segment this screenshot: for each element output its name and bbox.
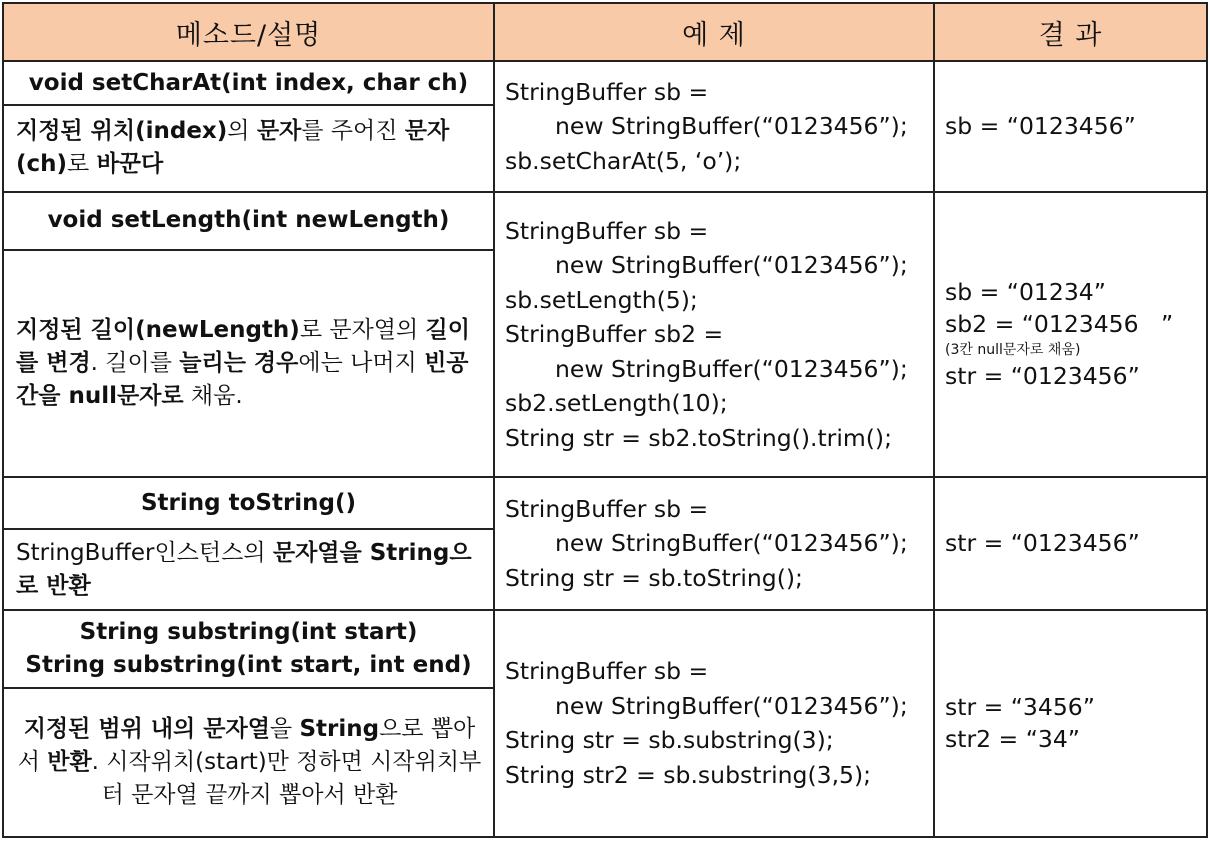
- code-line: new StringBuffer(“0123456”);: [555, 354, 908, 383]
- method-description-cell: [3, 688, 494, 837]
- result-line: str = “0123456”: [945, 529, 1140, 558]
- method-description-cell: [3, 250, 494, 477]
- header-example: 예 제: [494, 3, 934, 61]
- method-signature-cell: [3, 477, 494, 529]
- result-line: sb = “01234”: [945, 278, 1106, 307]
- description-emphasis: 지정된 길이(newLength): [16, 317, 300, 344]
- code-line: StringBuffer sb2 =: [505, 320, 724, 349]
- stringbuffer-methods-table: [2, 2, 1208, 838]
- example-code-cell: [494, 477, 934, 610]
- code-line: new StringBuffer(“0123456”);: [555, 691, 908, 720]
- description-text: 로 문자열의: [299, 317, 426, 344]
- code-line: StringBuffer sb =: [505, 494, 709, 523]
- description-text: 의: [227, 118, 257, 145]
- code-line: sb2.setLength(10);: [505, 389, 728, 418]
- description-text: 에는 나머지: [298, 350, 425, 377]
- example-code-cell: [494, 610, 934, 837]
- description-text: 로: [67, 151, 97, 178]
- result-cell: [934, 61, 1207, 192]
- description-text: StringBuffer인스턴스의: [16, 539, 273, 566]
- description-emphasis: 지정된 위치(index): [16, 118, 228, 145]
- description-emphasis: 길이를 변경: [16, 317, 470, 377]
- description-emphasis: String: [299, 716, 380, 743]
- code-line: StringBuffer sb =: [505, 216, 709, 245]
- code-line: String str = sb.toString();: [505, 563, 803, 592]
- description-emphasis: 문자: [256, 118, 302, 145]
- description-emphasis: 빈공간을 null문자로: [16, 350, 469, 410]
- result-line: str = “0123456”: [945, 362, 1140, 391]
- description-emphasis: 문자열을 String: [272, 539, 450, 566]
- result-cell: [934, 610, 1207, 837]
- example-code-cell: [494, 192, 934, 477]
- code-line: sb.setCharAt(5, ‘o’);: [505, 146, 742, 175]
- header-method-description: 메소드/설명: [3, 3, 494, 61]
- code-line: new StringBuffer(“0123456”);: [555, 251, 908, 280]
- result-cell: [934, 192, 1207, 477]
- description-text: 를 주어진: [301, 118, 405, 145]
- method-signature: void setCharAt(int index, char ch): [28, 69, 469, 96]
- method-signature-cell: [3, 61, 494, 105]
- result-line: sb = “0123456”: [945, 112, 1136, 141]
- method-description-cell: [3, 105, 494, 191]
- method-signature: void setLength(int newLength): [47, 207, 450, 234]
- description-text: 을: [269, 716, 300, 743]
- method-description-cell: [3, 529, 494, 609]
- method-signature: String substring(int start): [79, 618, 418, 645]
- description-emphasis: 늘리는 경우: [179, 350, 299, 377]
- example-code-cell: [494, 61, 934, 192]
- description-text: 으로 뽑아서: [17, 716, 476, 776]
- result-cell: [934, 477, 1207, 610]
- result-line: sb2 = “0123456 ”: [945, 310, 1174, 339]
- result-note: (3칸 null문자로 채움): [945, 342, 1081, 359]
- description-emphasis: 지정된 범위 내의 문자열: [23, 716, 270, 743]
- header-result: 결 과: [934, 3, 1207, 61]
- method-signature-row: [3, 477, 1207, 529]
- header-row: [3, 3, 1207, 61]
- code-line: new StringBuffer(“0123456”);: [555, 529, 908, 558]
- method-signature-cell: [3, 610, 494, 688]
- code-line: new StringBuffer(“0123456”);: [555, 112, 908, 141]
- method-signature: String toString(): [140, 489, 357, 516]
- description-emphasis: 반환: [47, 749, 92, 776]
- description-text: 채움.: [183, 383, 243, 410]
- description-emphasis: 문자(ch): [16, 118, 450, 178]
- method-signature-row: [3, 61, 1207, 105]
- code-line: StringBuffer sb =: [505, 77, 709, 106]
- method-signature: String substring(int start, int end): [25, 651, 472, 678]
- code-line: String str = sb.substring(3);: [505, 726, 834, 755]
- method-signature-row: [3, 192, 1207, 250]
- code-line: String str = sb2.toString().trim();: [505, 423, 893, 452]
- code-line: StringBuffer sb =: [505, 657, 709, 686]
- code-line: sb.setLength(5);: [505, 285, 698, 314]
- description-text: . 길이를: [90, 350, 180, 377]
- description-emphasis: 으로 반환: [16, 539, 472, 599]
- method-signature-row: [3, 610, 1207, 688]
- method-signature-cell: [3, 192, 494, 250]
- description-text: . 시작위치(start)만 정하면 시작위치부터 문자열 끝까지 뽑아서 반환: [91, 749, 482, 809]
- code-line: String str2 = sb.substring(3,5);: [505, 760, 872, 789]
- result-line: str2 = “34”: [945, 725, 1080, 754]
- result-line: str = “3456”: [945, 693, 1095, 722]
- description-emphasis: 바꾼다: [96, 151, 164, 178]
